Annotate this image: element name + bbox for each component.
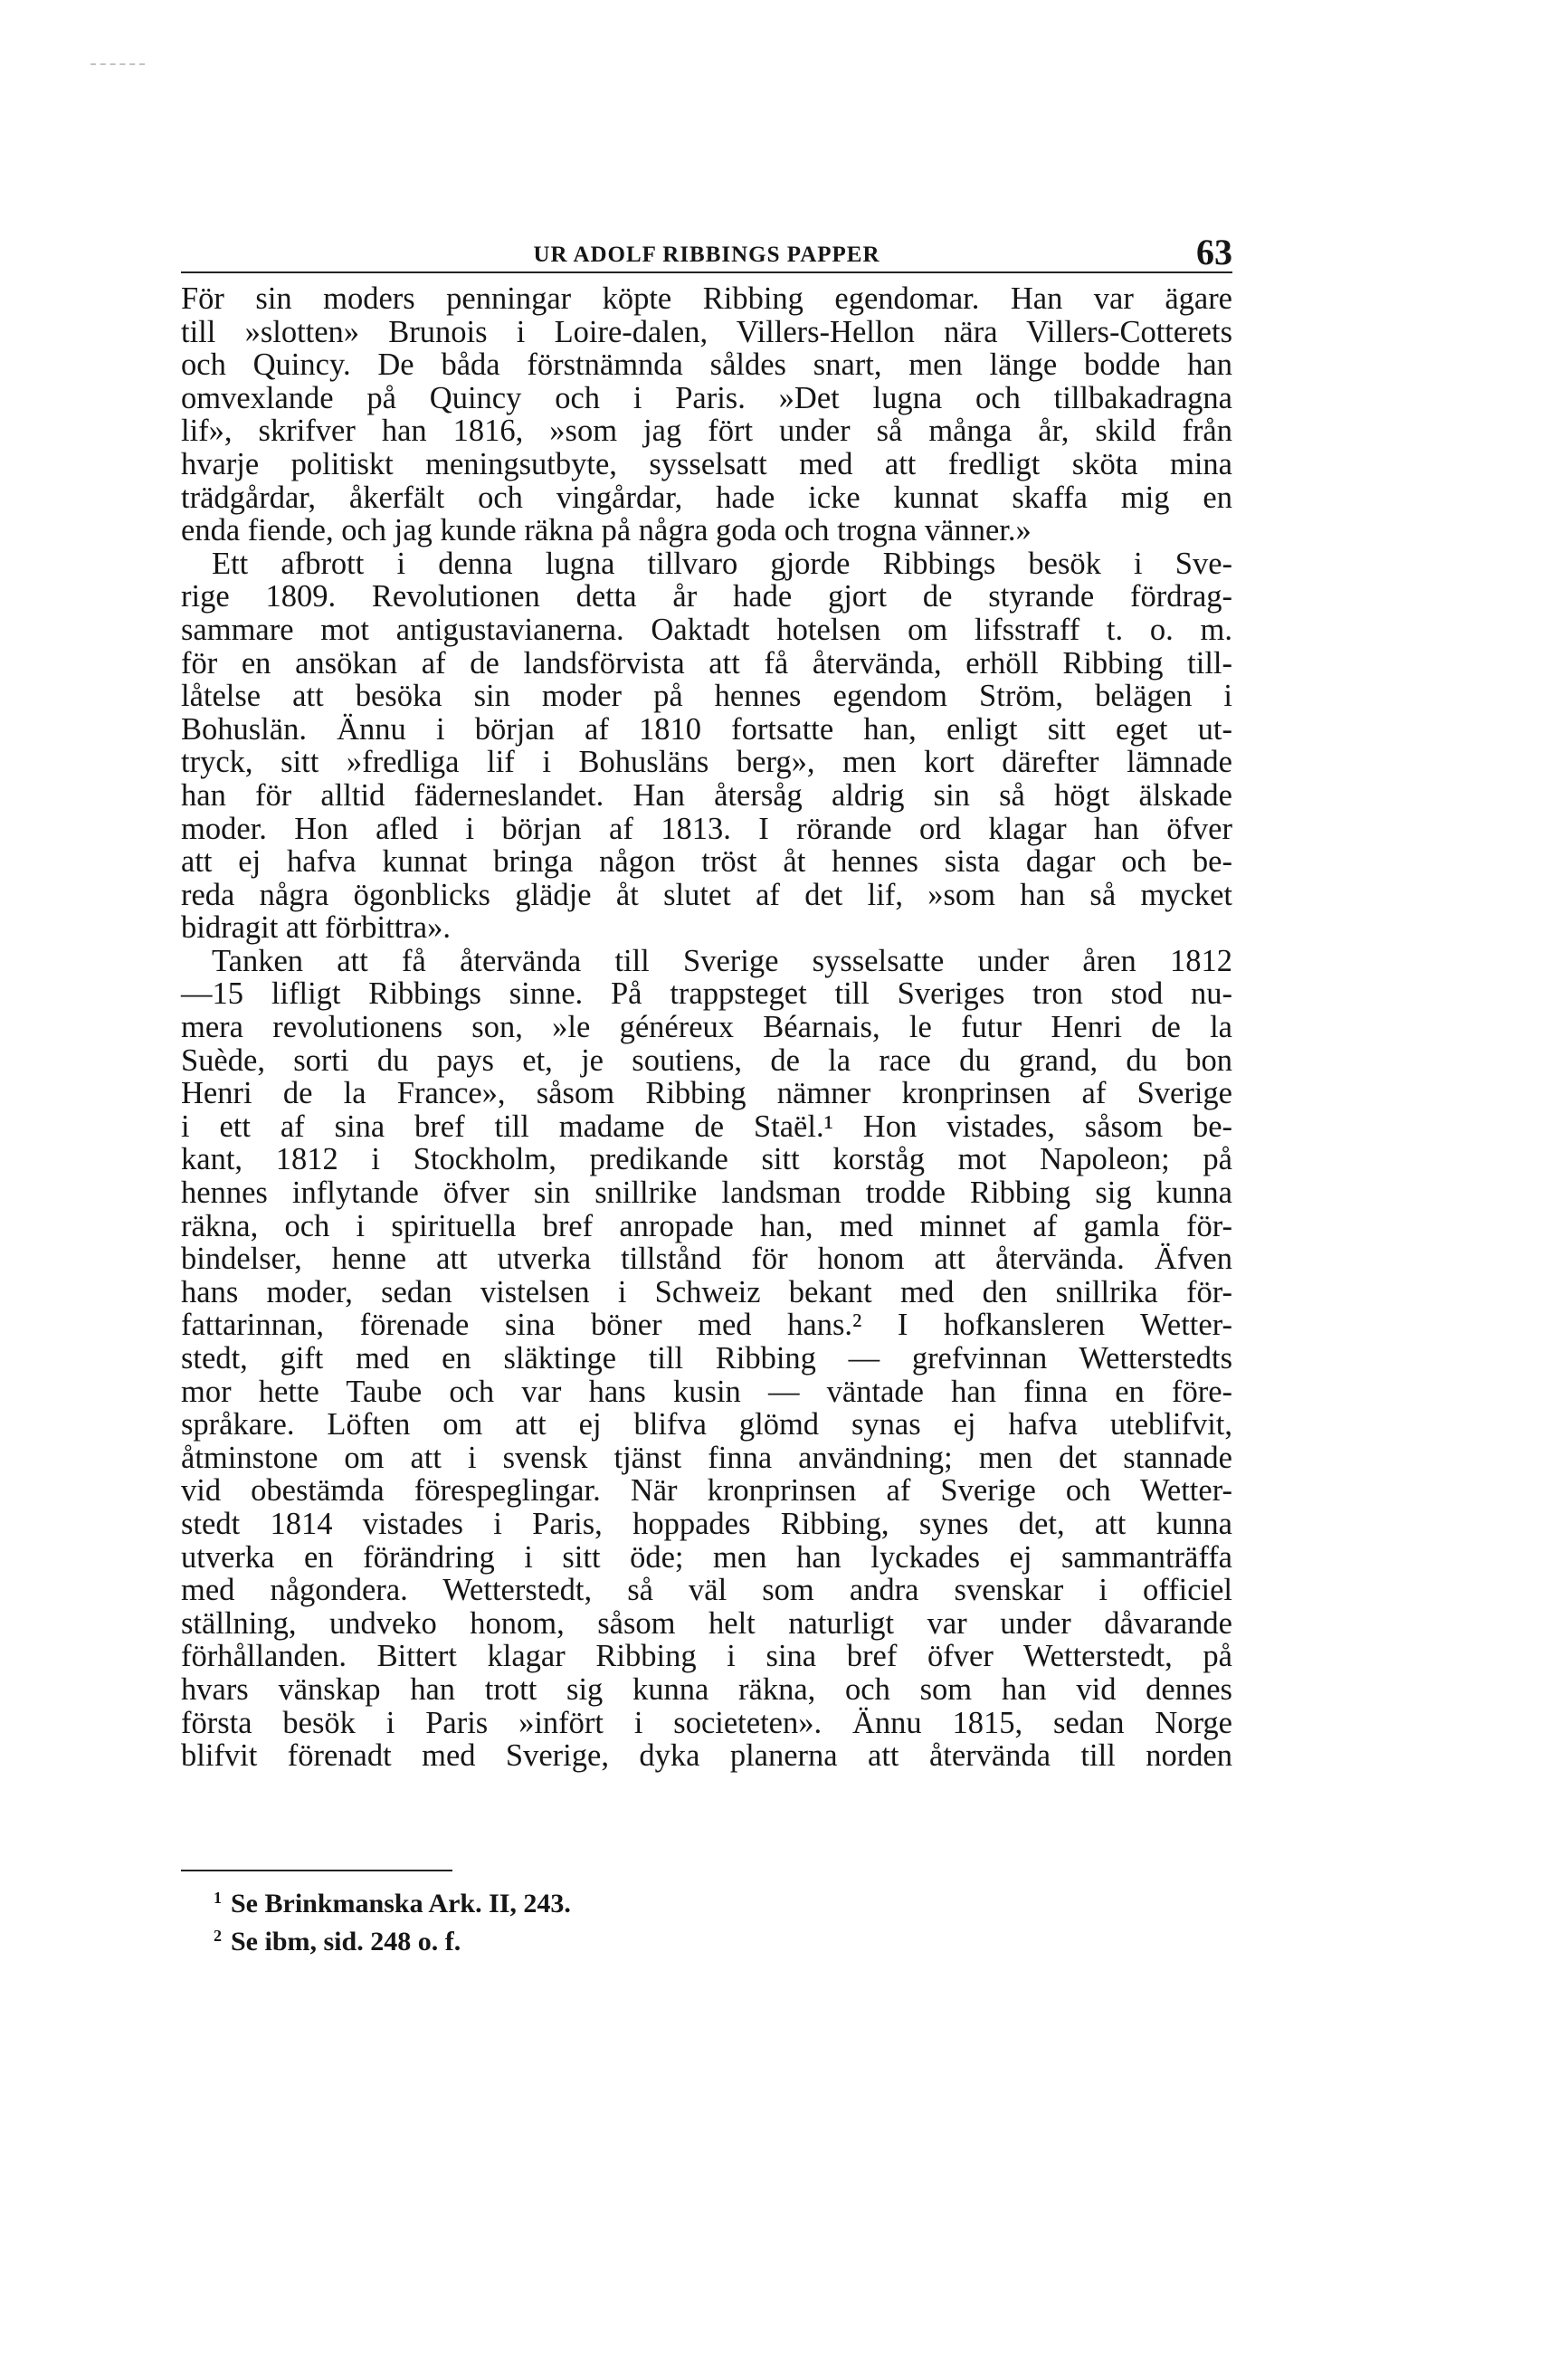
text-line: förhållanden. Bittert klagar Ribbing i sina bref öfver Wetterstedt, på <box>181 1639 1232 1674</box>
text-line: moder. Hon afled i början af 1813. I rörande ord klagar han öfver <box>181 811 1232 846</box>
text-line: han för alltid fäderneslandet. Han återsåg aldrig sin så högt älskade <box>181 777 1232 813</box>
text-line: hennes inflytande öfver sin snillrike landsman trodde Ribbing sig kunna <box>181 1176 1232 1211</box>
text-line: till »slotten» Brunois i Loire-dalen, Villers-Hellon nära Villers-Cotterets <box>181 314 1232 349</box>
text-line: sammare mot antigustavianerna. Oaktadt hotelsen om lifsstraff t. o. m. <box>181 612 1232 647</box>
text-line: i ett af sina bref till madame de Staël.¹ Hon vistades, såsom be- <box>181 1109 1232 1144</box>
text-line: att ej hafva kunnat bringa någon tröst åt hennes sista dagar och be- <box>181 844 1232 880</box>
text-line: bidragit att förbittra». <box>181 910 451 946</box>
page-header <box>181 217 1232 271</box>
text-line: tryck, sitt »fredliga lif i Bohusläns berg», men kort därefter lämnade <box>181 745 1232 780</box>
text-line: vid obestämda förespeglingar. När kronprinsen af Sverige och Wetter- <box>181 1473 1232 1509</box>
text-line: mera revolutionens son, »le généreux Béarnais, le futur Henri de la <box>181 1010 1232 1045</box>
scan-artifact <box>90 63 145 67</box>
text-line: Bohuslän. Ännu i början af 1810 fortsatte han, enligt sitt eget ut- <box>181 711 1232 747</box>
text-line: stedt 1814 vistades i Paris, hoppades Ribbing, synes det, att kunna <box>181 1506 1232 1541</box>
footnote-1 <box>214 1879 1028 1917</box>
text-line: trädgårdar, åkerfält och vingårdar, hade icke kunnat skaffa mig en <box>181 480 1232 515</box>
footnote-text: Se ibm, sid. 248 o. f. <box>231 1927 461 1956</box>
body-text <box>181 282 1232 1773</box>
page-number: 63 <box>1196 232 1232 272</box>
text-line: språkare. Löften om att ej blifva glömd synas ej hafva uteblifvit, <box>181 1407 1232 1442</box>
text-line: kant, 1812 i Stockholm, predikande sitt korståg mot Napoleon; på <box>181 1142 1232 1177</box>
text-line: —15 lifligt Ribbings sinne. På trappsteget till Sveriges tron stod nu- <box>181 976 1232 1012</box>
text-line: Henri de la France», såsom Ribbing nämner kronprinsen af Sverige <box>181 1076 1232 1111</box>
text-line: blifvit förenadt med Sverige, dyka planerna att återvända till norden <box>181 1738 1232 1774</box>
running-head: UR ADOLF RIBBINGS PAPPER <box>533 243 880 267</box>
text-line: ställning, undveko honom, såsom helt naturligt var under dåvarande <box>181 1605 1232 1641</box>
text-line: Tanken att få återvända till Sverige sysselsatte under åren 1812 <box>212 943 1232 978</box>
text-line: hvars vänskap han trott sig kunna räkna, och som han vid dennes <box>181 1671 1232 1707</box>
text-line: rige 1809. Revolutionen detta år hade gjort de styrande fördrag- <box>181 579 1232 614</box>
text-line: För sin moders penningar köpte Ribbing egendomar. Han var ägare <box>181 281 1232 316</box>
footnote-rule <box>181 1870 452 1871</box>
text-line: bindelser, henne att utverka tillstånd för honom att återvända. Äfven <box>181 1242 1232 1277</box>
text-line: omvexlande på Quincy och i Paris. »Det lugna och tillbakadragna <box>181 380 1232 415</box>
text-line: räkna, och i spirituella bref anropade han, med minnet af gamla för- <box>181 1208 1232 1243</box>
text-line: mor hette Taube och var hans kusin — väntade han finna en före- <box>181 1374 1232 1409</box>
text-line: låtelse att besöka sin moder på hennes egendom Ström, belägen i <box>181 679 1232 714</box>
footnotes <box>214 1879 1028 1955</box>
text-line: med någondera. Wetterstedt, så väl som andra svenskar i officiel <box>181 1573 1232 1608</box>
text-line: Suède, sorti du pays et, je soutiens, de la race du grand, du bon <box>181 1042 1232 1078</box>
text-line: Ett afbrott i denna lugna tillvaro gjorde Ribbings besök i Sve- <box>212 546 1232 581</box>
text-line: utverka en förändring i sitt öde; men han lyckades ej sammanträffa <box>181 1539 1232 1575</box>
text-line: första besök i Paris »infört i societeten». Ännu 1815, sedan Norge <box>181 1705 1232 1740</box>
text-line: lif», skrifver han 1816, »som jag fört under så många år, skild från <box>181 414 1232 449</box>
text-line: för en ansökan af de landsförvista att få återvända, erhöll Ribbing till- <box>181 645 1232 681</box>
text-line: stedt, gift med en släktinge till Ribbing — grefvinnan Wetterstedts <box>181 1341 1232 1376</box>
text-line: åtminstone om att i svensk tjänst finna användning; men det stannade <box>181 1440 1232 1475</box>
footnote-text: Se Brinkmanska Ark. II, 243. <box>231 1889 571 1918</box>
header-rule <box>181 271 1232 273</box>
text-line: hans moder, sedan vistelsen i Schweiz bekant med den snillrika för- <box>181 1274 1232 1309</box>
text-line: fattarinnan, förenade sina böner med hans.² I hofkansleren Wetter- <box>181 1308 1232 1343</box>
footnote-mark: 1 <box>214 1889 222 1907</box>
text-line: och Quincy. De båda förstnämnda såldes snart, men länge bodde han <box>181 347 1232 383</box>
footnote-mark: 2 <box>214 1927 222 1945</box>
text-line: enda fiende, och jag kunde räkna på några goda och trogna vänner.» <box>181 513 1032 548</box>
text-line: reda några ögonblicks glädje åt slutet af det lif, »som han så mycket <box>181 877 1232 912</box>
text-line: hvarje politiskt meningsutbyte, sysselsatt med att fredligt sköta mina <box>181 446 1232 481</box>
footnote-2 <box>214 1917 1028 1955</box>
